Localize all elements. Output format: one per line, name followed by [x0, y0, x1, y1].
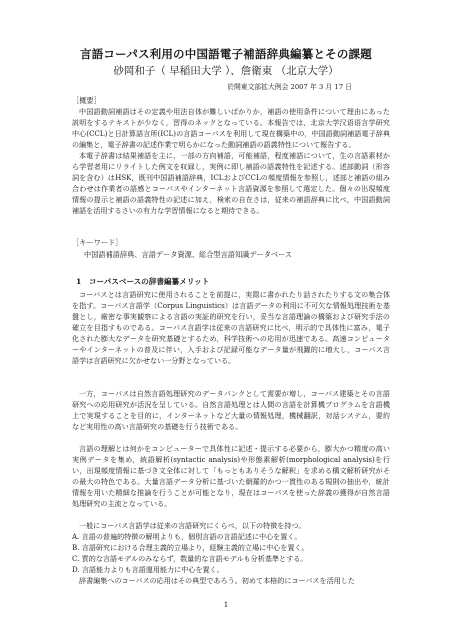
list-item: D. 言語能力よりも言語運用能力に中心を置く。 [72, 565, 224, 575]
section-1-paragraph-1: コーパスとは言語研究に使用されることを前提に，実際に書かれたり話されたりする文の集合体を指す。コーパス言語学（Corpus Linguistics）は言語データの利用に不可欠な情報処理技術を基盤とし，厳密な事実観察による言語の実証的研究を行い，妥当な言語理論の構築および研究手法の確立を目指すものである。コーパス言語学は従来の言語研究に比べ，明示的で具体性に富み，電子化された膨大なデータを研究基礎とするため，科学技術への応用が迅速である。高速コンピューターやインターネットの普及に伴い，入手および記録可能なデータ量が飛躍的に増大し，コーパス言語学は言語研究に欠かせない一分野となっている。 [72, 290, 390, 366]
section-1-paragraph-3: 言語の理解とは何かをコンピューターで具体性に記述・提示する必要から，膨大かつ精度の高い実例データを集め，統語解析(syntactic analysis)や形態素解析(morphological analysis)を行い，出現頻度情報に基づき文全体に対して「もっともありそうな解釈」を求める構文解析研究がその最大の特色である。大量言語データ分析に基づいた網羅的かつ一貫性のある規則の抽出や，統計情報を用いた精細な推論を行うことが可能となり，現在はコーパスを使った辞義の獲得が自然言語処理研究の主流となっている。 [72, 444, 390, 509]
page-number: 1 [223, 600, 229, 609]
venue-date: 於開東文部拡大例会 2007 年 3 月 17 日 [227, 83, 352, 91]
paper-authors: 砂岡和子（ 早稲田大学 ）、詹衛東 （北京大学） [113, 65, 339, 77]
final-paragraph: 辞書編集へのコーパスの応用はその典型であろう。初めて本格的にコーパスを活用した [79, 576, 355, 585]
list-item: B. 言語研究における合理主義的立場より，経験主義的立場に中心を置く。 [72, 543, 309, 553]
list-item: C. 質的な言語モデルのみならず，数量的な言語モデルも分析基準とする。 [72, 554, 308, 564]
section-1-paragraph-2: 一方，コーパスは自然言語処理研究のデータバンクとして需要が増し，コーパス建築とその言語研究への応用研究が活況を呈している。自然言語処理とは人間の言語を計算機プログラムを言語機上で実現することを目的に，インターネットなど大量の情報処理，機械翻訳，対話システム，要約など実用性の高い言語研究の基礎を行う技術である。 [72, 389, 390, 432]
feature-list [72, 531, 390, 575]
section-1-paragraph-4: 一般にコーパス言語学は従来の言語研究にくらべ，以下の特徴を持つ。 [79, 521, 306, 530]
paper-title: 言語コーパス利用の中国語電子補語辞典編纂とその課題 [80, 47, 372, 61]
keywords-label: ［キーワード］ [72, 238, 123, 247]
keywords-text: 中国語補語辞典、言語データ資源、総合型言語知識データベース [84, 250, 293, 259]
abstract-paragraph-2: 本電子辞書は結果補語を主に，一部の方向補語，可能補語，程度補語について，生の言語素材から学習者用にリライトした例文を収録し，実例に即し補語の語義特性を記述する。述部動詞（形容詞を含む）はHSK，既刊中国語補語辞典，ICLおよびCCLの頻度情報を参照し，述部と補語の組み合わせは作業者の語感とコーパスやインターネット言語資源を参照して選定した。個々の出現頻度情報の提示と補語の語義特性の記述に加え，検索の自在さは，従来の補語辞典に比べ，中国語動詞補語を活用するさいの有力な学習情報になると期待できる。 [72, 151, 390, 216]
abstract-label: ［概要］ [72, 96, 101, 105]
abstract-paragraph-1: 中国語動詞補語はその定義や用法自体が難しいばかりか，補語の使用条件について理由にあった説明をするテキストが少なく，習得のネックとなっている。本報告では，北京大学汉语语言学研究中心(CCL)と日計算語言所(ICL)の言語コーパスを利用して現在構築中の，中国語動詞補語電子辞典の編集と，電子辞書の記述作業で明らかになった動詞補語の語義特性について報告する。 [72, 107, 390, 150]
list-item: A. 言語の普遍的特徴の解明よりも，個別言語の言語記述に中心を置く。 [72, 532, 302, 541]
section-1-heading: 1 コーパスベースの辞書編纂メリット [76, 277, 210, 286]
